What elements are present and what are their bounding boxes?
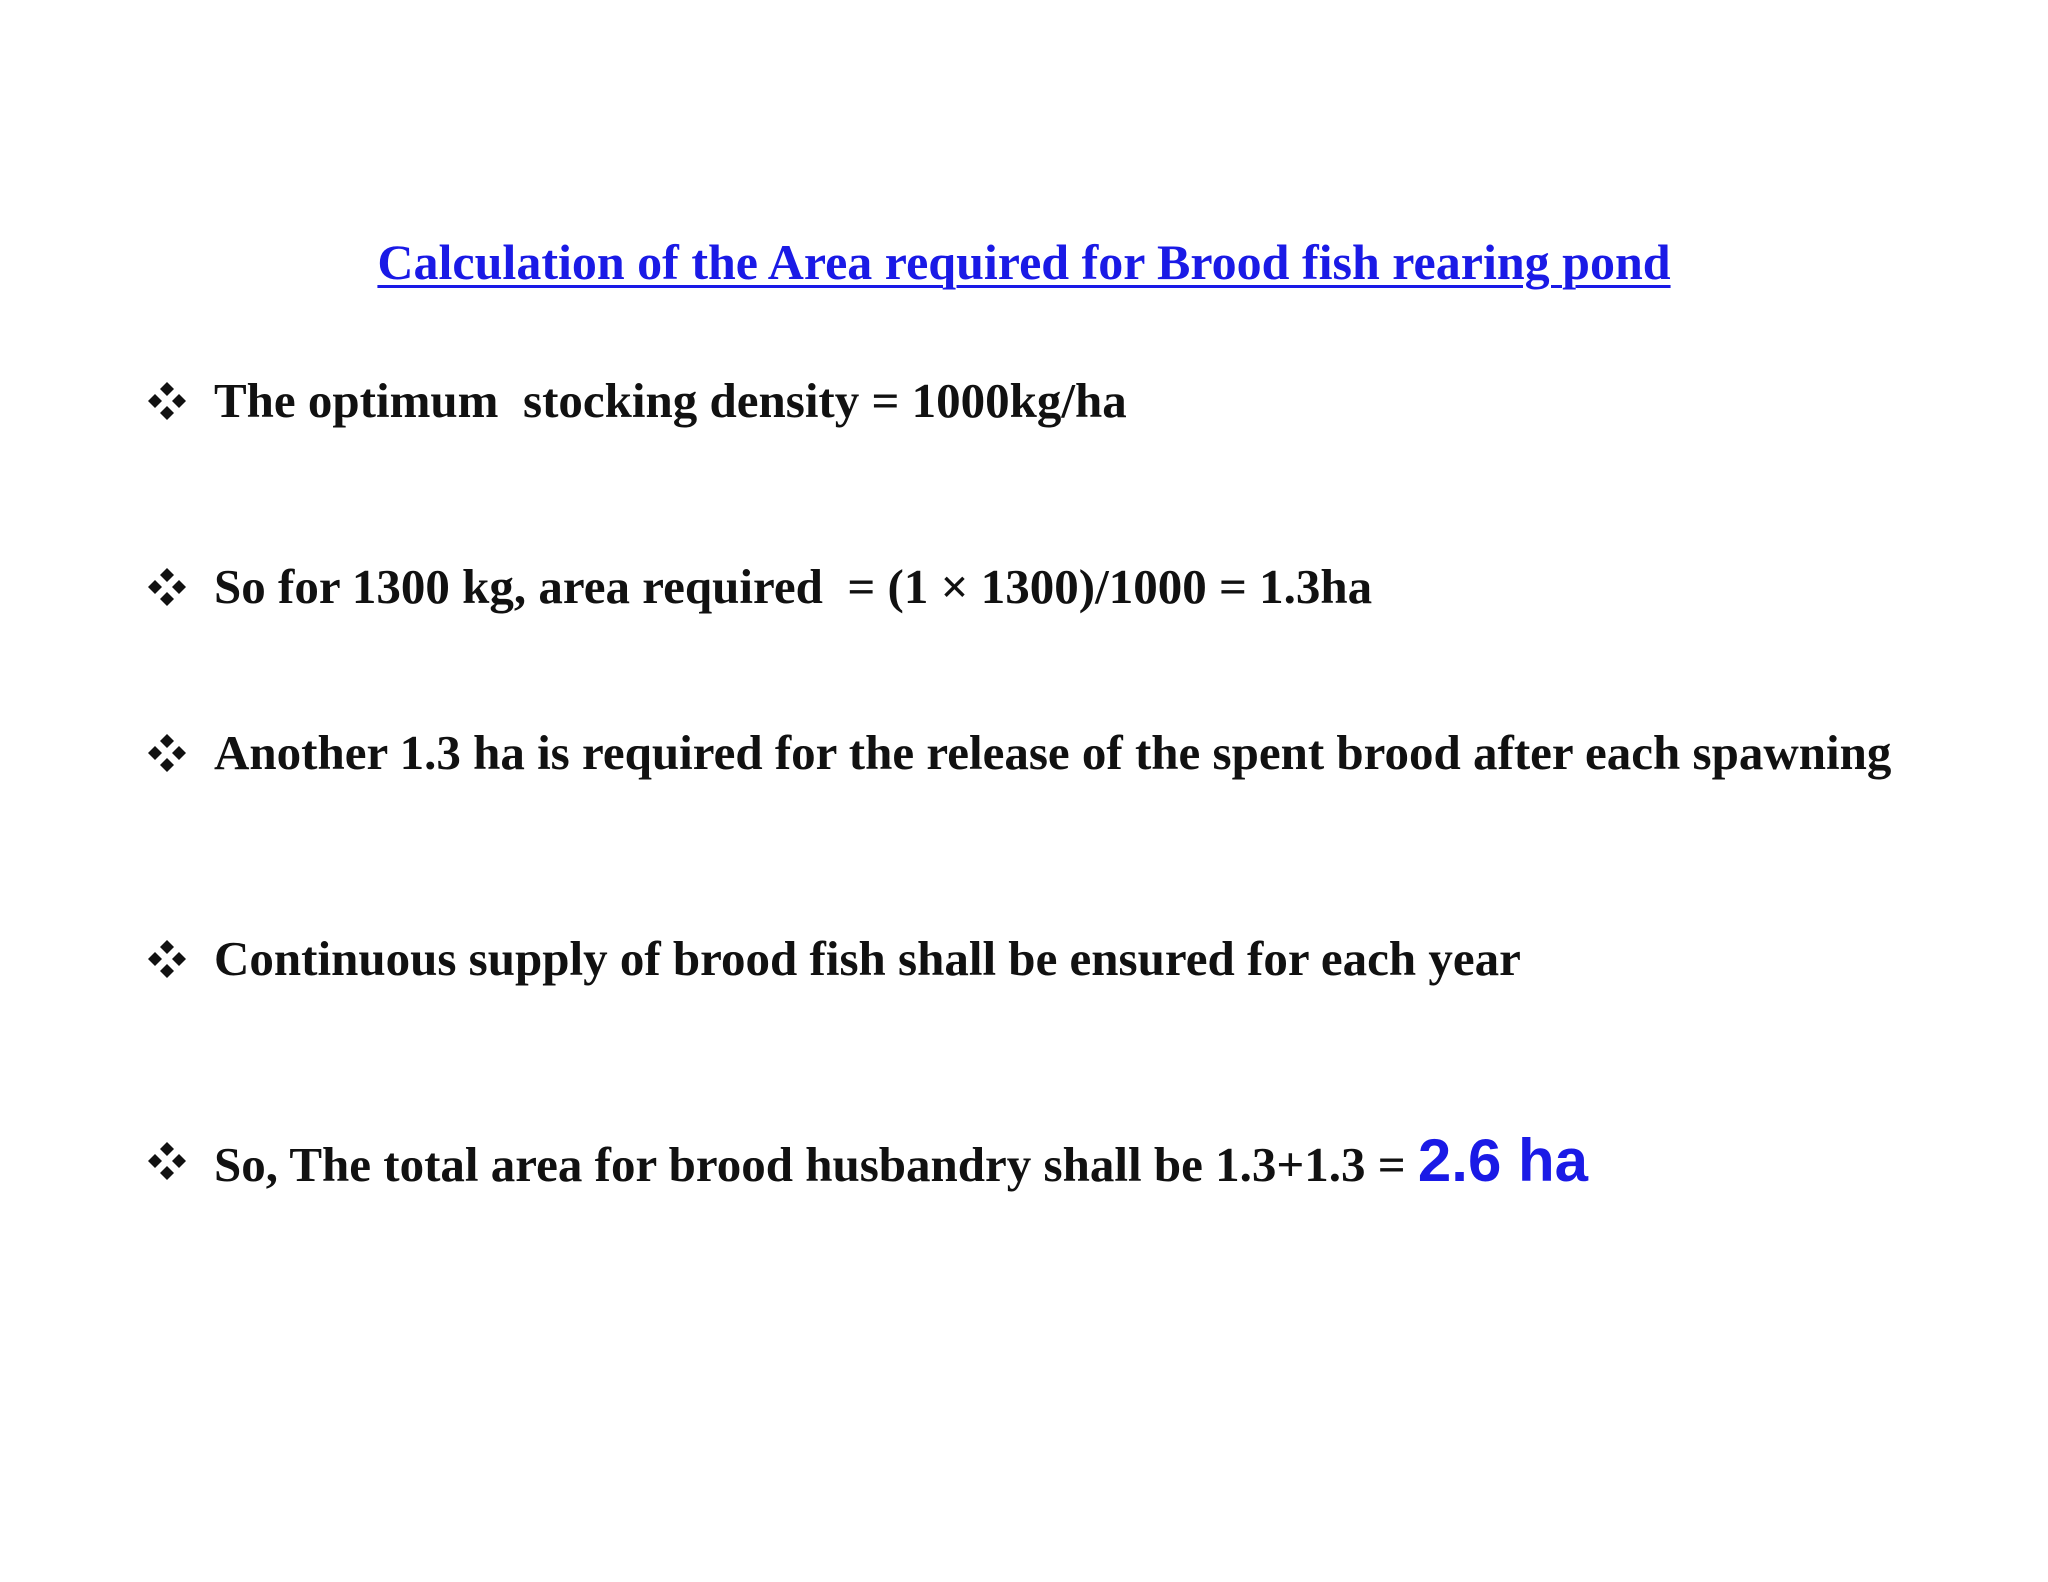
bullet-text: Another 1.3 ha is required for the release of the spent brood after each spawning: [214, 725, 1892, 780]
bullet-text: [214, 1127, 1906, 1196]
bullet-text: So for 1300 kg, area required = (1 × 1300)/1000 = 1.3ha: [214, 559, 1373, 614]
list-item: [146, 370, 1906, 432]
bullet-text-main: So, The total area for brood husbandry shall be 1.3+1.3 =: [214, 1137, 1418, 1192]
four-diamond-bullet-icon: [146, 938, 188, 980]
page-title: Calculation of the Area required for Brood fish rearing pond: [377, 234, 1671, 290]
list-item: [146, 1127, 1906, 1196]
list-item: [146, 722, 1906, 784]
bullet-text: The optimum stocking density = 1000kg/ha: [214, 373, 1127, 428]
four-diamond-bullet-icon: [146, 732, 188, 774]
four-diamond-bullet-icon: [146, 566, 188, 608]
bullet-text: Continuous supply of brood fish shall be ensured for each year: [214, 931, 1521, 986]
four-diamond-bullet-icon: [146, 1140, 188, 1182]
four-diamond-bullet-icon: [146, 380, 188, 422]
total-area-value: 2.6 ha: [1417, 1127, 1589, 1194]
list-item: [146, 556, 1906, 618]
list-item: [146, 928, 1906, 990]
